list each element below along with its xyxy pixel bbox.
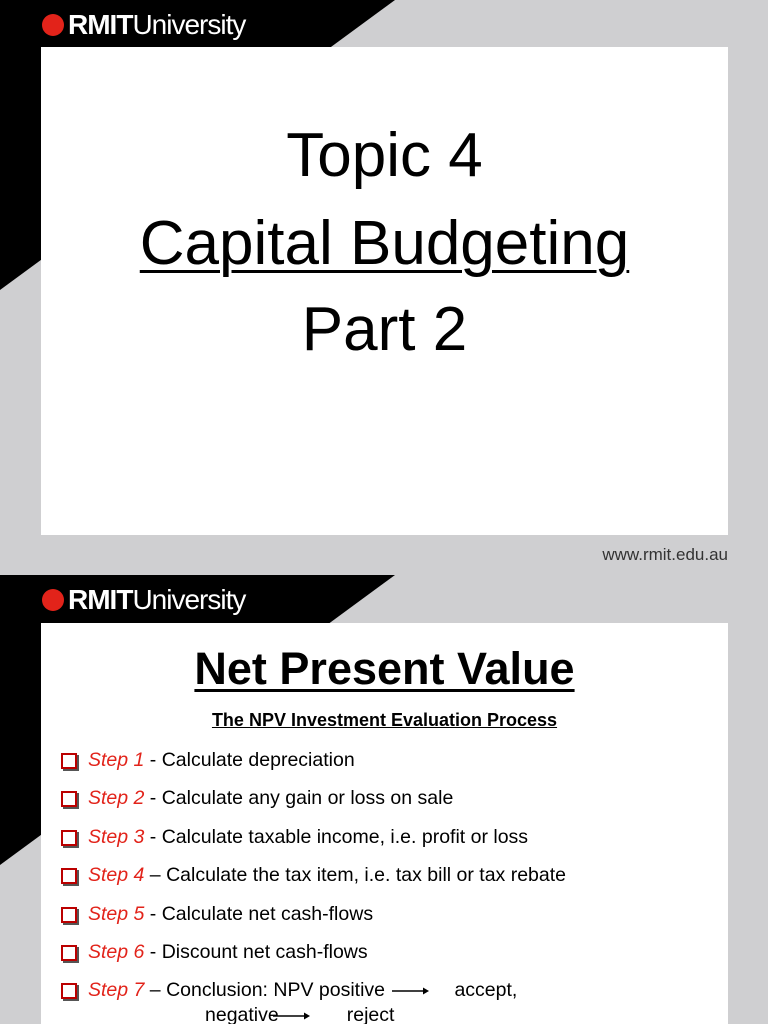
arrow-right-icon: [271, 1011, 311, 1021]
step-text: - Calculate any gain or loss on sale: [144, 787, 454, 810]
step-text: - Discount net cash-flows: [144, 940, 368, 963]
list-item: [61, 749, 566, 787]
checkbox-bullet-icon: [61, 945, 77, 961]
arrow-right-icon: [390, 986, 430, 996]
step-text: – Calculate the tax item, i.e. tax bill or tax rebate: [144, 864, 567, 887]
checkbox-bullet-icon: [61, 983, 77, 999]
title-line-part: Part 2: [301, 295, 468, 364]
step-list: [61, 749, 566, 1018]
rmit-logo-mark-icon: [42, 14, 64, 36]
step-label: Step 1: [88, 749, 145, 771]
list-item: [61, 826, 566, 864]
logo-rmit-text: RMIT: [68, 9, 133, 40]
step-label: Step 2: [88, 787, 145, 810]
step-label: Step 5: [88, 902, 145, 925]
step-label: Step 6: [88, 940, 145, 963]
step-label: Step 3: [88, 825, 145, 848]
conclusion-continuation: [205, 1004, 394, 1024]
checkbox-bullet-icon: [61, 830, 77, 846]
checkbox-bullet-icon: [61, 907, 77, 923]
content-panel: [41, 623, 728, 1024]
checkbox-bullet-icon: [61, 791, 77, 807]
step-text: - Calculate taxable income, i.e. profit or loss: [144, 825, 529, 848]
npv-slide: [0, 575, 768, 1024]
rmit-logo: [42, 9, 245, 41]
step-text: - Calculate net cash-flows: [144, 902, 374, 925]
slide-subheading: The NPV Investment Evaluation Process: [211, 710, 558, 730]
step-result: accept,: [454, 979, 518, 1002]
title-line-topic: Topic 4: [286, 121, 483, 190]
logo-rmit-text: RMIT: [68, 584, 133, 615]
rmit-logo-mark-icon: [42, 589, 64, 611]
step-label: Step 7: [88, 979, 145, 1002]
title-line-subject: Capital Budgeting: [139, 209, 630, 278]
slide-heading: Net Present Value: [194, 643, 575, 694]
list-item: [61, 903, 566, 941]
logo-university-text: University: [132, 9, 246, 40]
list-item: [61, 941, 566, 979]
checkbox-bullet-icon: [61, 753, 77, 769]
continuation-text: negative: [205, 1004, 279, 1024]
rmit-logo: [42, 584, 245, 616]
logo-university-text: University: [132, 584, 246, 615]
step-text: - Calculate depreciation: [144, 749, 355, 771]
footer-url: www.rmit.edu.au: [602, 545, 728, 564]
list-item: [61, 787, 566, 825]
continuation-result: reject: [346, 1004, 395, 1024]
checkbox-bullet-icon: [61, 868, 77, 884]
step-label: Step 4: [88, 864, 145, 887]
step-text: – Conclusion: NPV positive: [144, 979, 391, 1002]
list-item: [61, 864, 566, 902]
title-panel: [41, 47, 728, 535]
